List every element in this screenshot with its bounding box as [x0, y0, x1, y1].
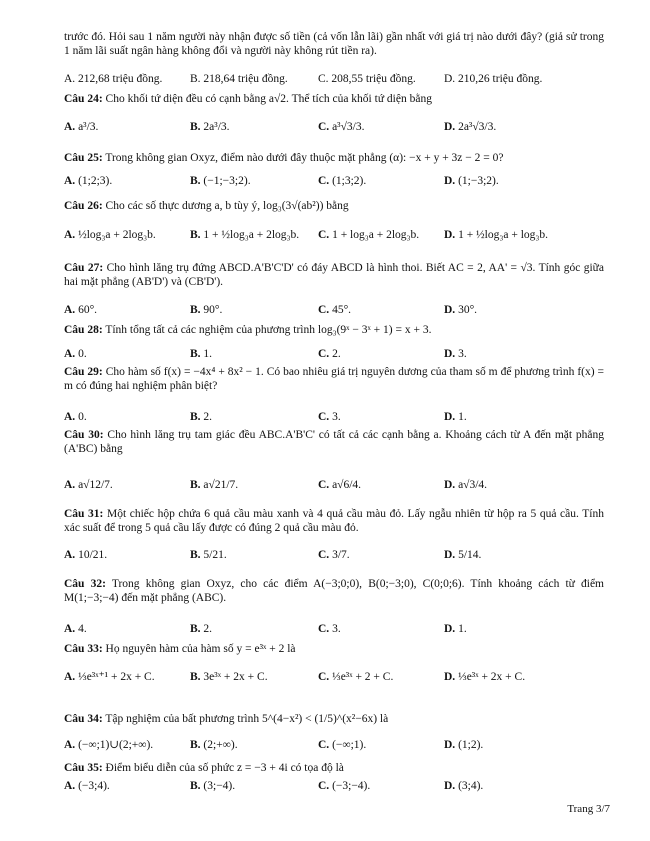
question-text: Trong không gian Oxyz, cho các điểm A(−3;0;0), B(0;−3;0), C(0;0;6). Tính khoảng cách từ điểm M(1;−3;−4) đến mặt phẳng (ABC).	[64, 578, 605, 605]
question-30	[64, 428, 604, 457]
option-c: C. 1 + log₃a + 2log₃b.	[318, 229, 420, 241]
question-text: Trong không gian Oxyz, điểm nào dưới đây thuộc mặt phẳng (α): −x + y + 3z − 2 = 0?	[105, 152, 504, 164]
option-a: A. 0.	[64, 348, 87, 360]
option-c: C. 45°.	[318, 304, 352, 316]
option-a: A. ½log₃a + 2log₃b.	[64, 229, 156, 241]
option-b: B. 3e³ˣ + 2x + C.	[190, 671, 268, 683]
question-24-options	[64, 120, 604, 142]
question-label: Câu 24:	[64, 93, 103, 105]
question-label: Câu 30:	[64, 429, 104, 441]
page-number: Trang 3/7	[567, 803, 610, 815]
question-26	[64, 199, 604, 213]
question-30-options	[64, 478, 604, 500]
question-label: Câu 35:	[64, 762, 103, 774]
question-25-options	[64, 174, 604, 196]
option-d: D. 1.	[444, 411, 467, 423]
option-b: B. a√21/7.	[190, 479, 239, 491]
option-a: A. a√12/7.	[64, 479, 113, 491]
question-32-options	[64, 622, 604, 644]
option-c: C. 3.	[318, 411, 341, 423]
question-label: Câu 27:	[64, 262, 104, 274]
option-c: C. 3.	[318, 623, 341, 635]
option-d: D. 5/14.	[444, 549, 482, 561]
question-label: Câu 33:	[64, 643, 103, 655]
option-c: C. 2.	[318, 348, 341, 360]
option-a: A. 60°.	[64, 304, 98, 316]
option-a: A. 10/21.	[64, 549, 108, 561]
question-text: Điểm biểu diễn của số phức z = −3 + 4i có tọa độ là	[105, 762, 344, 774]
option-d: D. 30°.	[444, 304, 478, 316]
question-35-options	[64, 779, 604, 801]
option-d: D. (1;−3;2).	[444, 175, 499, 187]
intro-option-b: B. 218,64 triệu đồng.	[190, 73, 288, 85]
question-32	[64, 577, 604, 606]
question-text: Cho hàm số f(x) = −4x⁴ + 8x² − 1. Có bao nhiêu giá trị nguyên dương của tham số m để phương trình f(x) = m có đúng hai nghiệm phân biệt?	[64, 366, 605, 393]
question-28	[64, 323, 604, 337]
option-d: D. a√3/4.	[444, 479, 488, 491]
option-d: D. (3;4).	[444, 780, 484, 792]
option-a: A. ⅓e³ˣ⁺¹ + 2x + C.	[64, 671, 155, 683]
option-c: C. (1;3;2).	[318, 175, 367, 187]
question-24	[64, 92, 604, 106]
question-33-options	[64, 670, 604, 692]
question-text: Tập nghiệm của bất phương trình 5^(4−x²) < (1/5)^(x²−6x) là	[105, 713, 389, 725]
option-d: D. 3.	[444, 348, 467, 360]
option-d: D. (1;2).	[444, 739, 484, 751]
question-label: Câu 32:	[64, 578, 106, 590]
option-d: D. 2a³√3/3.	[444, 121, 497, 133]
option-d: D. 1 + ½log₃a + log₃b.	[444, 229, 549, 241]
question-label: Câu 25:	[64, 152, 103, 164]
option-b: B. 2.	[190, 411, 213, 423]
question-27-options	[64, 303, 604, 325]
question-text: Cho các số thực dương a, b tùy ý, log₃(3√(ab²)) bằng	[105, 200, 349, 212]
question-26-options	[64, 228, 604, 250]
question-text: Cho khối tứ diện đều có cạnh bằng a√2. Thể tích của khối tứ diện bằng	[105, 93, 432, 105]
option-a: A. (−3;4).	[64, 780, 110, 792]
question-34-options	[64, 738, 604, 760]
question-text: Một chiếc hộp chứa 6 quả cầu màu xanh và 4 quả cầu màu đỏ. Lấy ngẫu nhiên từ hộp ra 5 quả cầu. Tính xác suất để trong 5 quả cầu lấy được có đúng 2 quả cầu màu đỏ.	[64, 508, 604, 535]
question-label: Câu 26:	[64, 200, 103, 212]
option-a: A. a³/3.	[64, 121, 99, 133]
question-33	[64, 642, 604, 656]
option-b: B. (3;−4).	[190, 780, 236, 792]
option-a: A. 0.	[64, 411, 87, 423]
question-text: Họ nguyên hàm của hàm số y = e³ˣ + 2 là	[105, 643, 296, 655]
question-29	[64, 365, 604, 394]
intro-paragraph: trước đó. Hỏi sau 1 năm người này nhận được số tiền (cả vốn lẫn lãi) gần nhất với giá trị nào dưới đây? (giả sử trong 1 năm lãi suất ngân hàng không đổi và người này không rút tiền ra).	[64, 31, 604, 58]
option-d: D. 1.	[444, 623, 467, 635]
option-b: B. 2.	[190, 623, 213, 635]
option-b: B. 5/21.	[190, 549, 227, 561]
question-label: Câu 29:	[64, 366, 103, 378]
option-c: C. a³√3/3.	[318, 121, 365, 133]
option-c: C. ⅓e³ˣ + 2 + C.	[318, 671, 394, 683]
intro-option-a: A. 212,68 triệu đồng.	[64, 73, 163, 85]
intro-option-d: D. 210,26 triệu đồng.	[444, 73, 543, 85]
question-text: Cho hình lăng trụ đứng ABCD.A'B'C'D' có đáy ABCD là hình thoi. Biết AC = 2, AA' = √3. Tính góc giữa hai mặt phẳng (AB'D') và (CB'D').	[64, 262, 604, 289]
question-text: Cho hình lăng trụ tam giác đều ABC.A'B'C' có tất cả các cạnh bằng a. Khoảng cách từ A đến mặt phẳng (A'BC) bằng	[64, 429, 605, 456]
intro-option-c: C. 208,55 triệu đồng.	[318, 73, 416, 85]
question-27	[64, 261, 604, 290]
question-text: Tính tổng tất cả các nghiệm của phương trình log₃(9ˣ − 3ˣ + 1) = x + 3.	[105, 324, 432, 336]
question-31-options	[64, 548, 604, 570]
question-label: Câu 31:	[64, 508, 104, 520]
option-b: B. (−1;−3;2).	[190, 175, 251, 187]
option-b: B. 2a³/3.	[190, 121, 230, 133]
option-a: A. (1;2;3).	[64, 175, 113, 187]
option-c: C. 3/7.	[318, 549, 350, 561]
question-35	[64, 761, 604, 775]
question-31	[64, 507, 604, 536]
option-c: C. (−3;−4).	[318, 780, 371, 792]
question-34	[64, 712, 604, 726]
option-b: B. 1.	[190, 348, 213, 360]
question-25	[64, 151, 604, 165]
question-label: Câu 34:	[64, 713, 103, 725]
option-b: B. 1 + ½log₃a + 2log₃b.	[190, 229, 300, 241]
option-a: A. 4.	[64, 623, 87, 635]
question-label: Câu 28:	[64, 324, 103, 336]
option-d: D. ⅓e³ˣ + 2x + C.	[444, 671, 526, 683]
option-c: C. (−∞;1).	[318, 739, 367, 751]
option-b: B. 90°.	[190, 304, 223, 316]
option-c: C. a√6/4.	[318, 479, 362, 491]
option-b: B. (2;+∞).	[190, 739, 238, 751]
option-a: A. (−∞;1)∪(2;+∞).	[64, 739, 154, 751]
intro-options	[64, 72, 604, 94]
